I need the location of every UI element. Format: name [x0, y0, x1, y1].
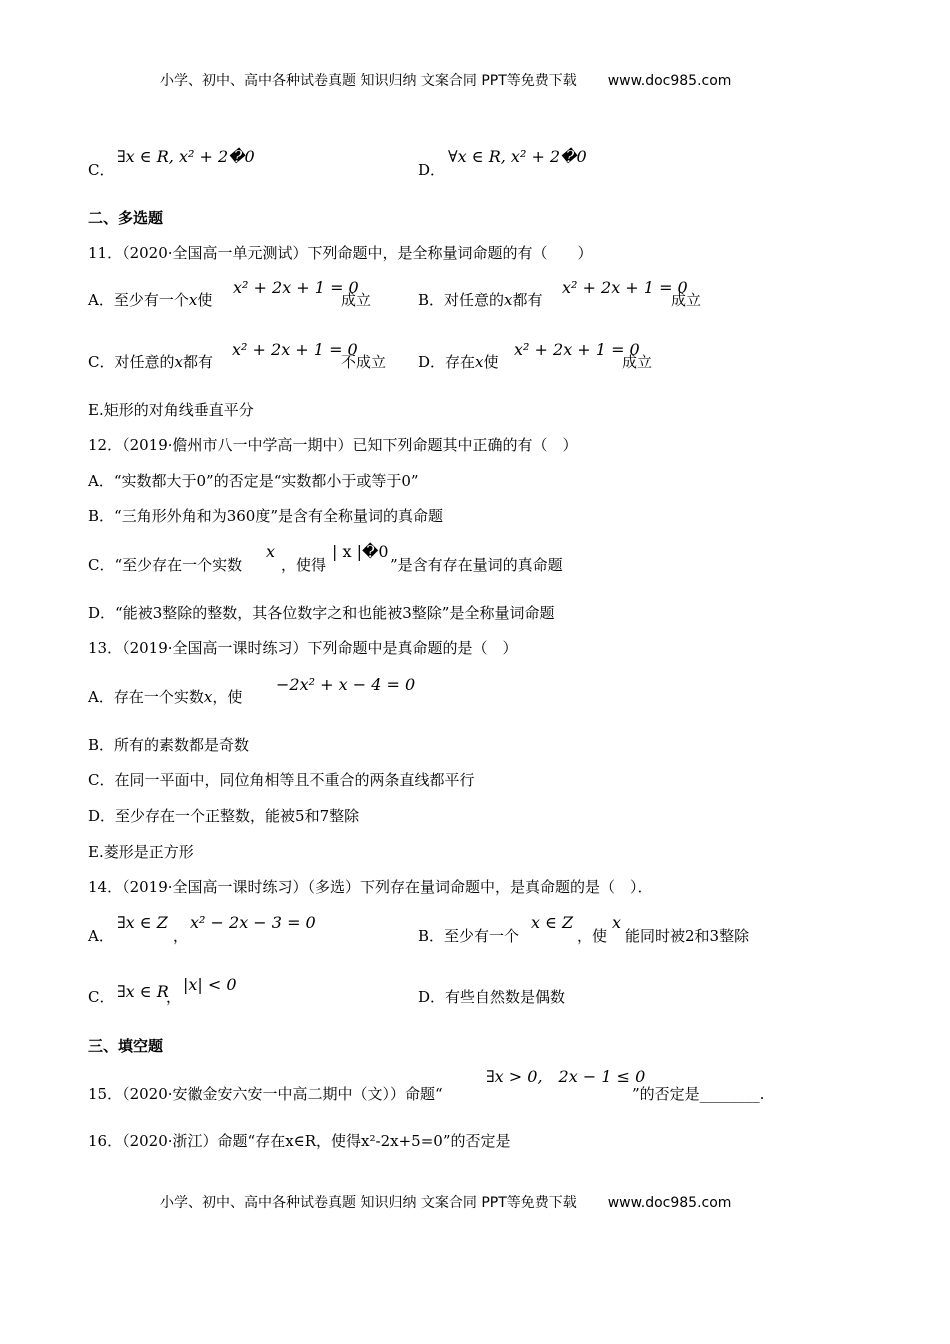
q12-stem: 12．（2019·儋州市八一中学高一期中）已知下列命题其中正确的有（ ）	[88, 436, 578, 454]
q11-d-post: 成立	[622, 353, 653, 371]
q12-c-post: ”是含有存在量词的真命题	[390, 556, 563, 574]
q11-a-mid: 使	[197, 291, 213, 309]
q13-a-math: −2x² + x − 4 = 0	[276, 675, 416, 694]
q11-a-pre: 至少有一个	[113, 291, 189, 309]
q11-c-var: x	[174, 353, 183, 371]
q11-option-b	[418, 291, 543, 309]
q14-c-math1: ∃x ∈ R	[117, 982, 169, 1001]
q14-option-b	[418, 927, 519, 945]
q13-a-pre: 存在一个实数	[113, 688, 204, 706]
q14-b-var: x	[612, 913, 622, 932]
q11-c-post: 不成立	[341, 353, 387, 371]
q14-stem: 14．（2019·全国高一课时练习）（多选）下列存在量词命题中，是真命题的是（ ）．	[88, 878, 653, 896]
q11-option-c	[88, 353, 213, 371]
q13-a-mid: ，使	[212, 688, 243, 706]
q11-option-d	[418, 353, 499, 371]
q12-option-b: B．“三角形外角和为360度”是含有全称量词的真命题	[88, 507, 443, 525]
q12-c-pre: “至少存在一个实数	[114, 556, 243, 574]
q12-option-c	[88, 556, 242, 574]
q15-pre: 15．（2020·安徽金安六安一中高二期中（文））命题“	[88, 1085, 443, 1103]
q13-option-b: B．所有的素数都是奇数	[88, 736, 250, 754]
q14-b-math: x ∈ Z	[531, 913, 574, 932]
q14-option-d: D．有些自然数是偶数	[418, 988, 566, 1006]
q11-b-mid: 都有	[512, 291, 543, 309]
q14-b-post: 能同时被2和3整除	[625, 927, 750, 945]
q11-b-var: x	[504, 291, 513, 309]
q11-a-math: x² + 2x + 1 = 0	[233, 278, 359, 297]
section-title-multiple-choice: 二、多选题	[88, 209, 164, 227]
q11-b-math: x² + 2x + 1 = 0	[562, 278, 688, 297]
q12-c-mid: ，使得	[281, 556, 327, 574]
q13-stem: 13．（2019·全国高一课时练习）下列命题中是真命题的是（ ）	[88, 639, 518, 657]
q11-b-post: 成立	[671, 291, 702, 309]
q14-c-label: C．	[88, 988, 115, 1006]
q10-option-d-label: D．	[418, 161, 446, 179]
q14-c-math2: |x| < 0	[183, 975, 237, 994]
q11-c-mid: 都有	[182, 353, 213, 371]
page-header	[160, 70, 731, 90]
q14-b-mid: ，使	[577, 927, 608, 945]
q11-option-e: E.矩形的对角线垂直平分	[88, 401, 254, 419]
q13-option-d: D．至少存在一个正整数，能被5和7整除	[88, 807, 360, 825]
q11-d-pre: 存在	[445, 353, 476, 371]
q13-option-a	[88, 688, 242, 706]
q10-option-d-math: ∀x ∈ R, x² + 2�0	[448, 147, 587, 166]
header-text: 小学、初中、高中各种试卷真题 知识归纳 文案合同 PPT等免费下载	[160, 73, 577, 89]
q11-c-pre: 对任意的	[114, 353, 175, 371]
q11-a-post: 成立	[341, 291, 372, 309]
q14-a-math1: ∃x ∈ Z	[117, 913, 168, 932]
q14-c-sep: ，	[166, 988, 182, 1006]
q14-a-math2: x² − 2x − 3 = 0	[190, 913, 316, 932]
q14-a-label: A．	[88, 927, 114, 945]
q11-d-var: x	[475, 353, 484, 371]
q14-b-pre: 至少有一个	[444, 927, 520, 945]
q12-c-label: C．	[88, 556, 115, 574]
q12-option-a: A．“实数都大于0”的否定是“实数都小于或等于0”	[88, 472, 419, 490]
q15-math: ∃x > 0, 2x − 1 ≤ 0	[486, 1067, 646, 1086]
footer-url: www.doc985.com	[607, 1195, 732, 1211]
q10-option-c-math: ∃x ∈ R, x² + 2�0	[117, 147, 255, 166]
q13-option-c: C．在同一平面中，同位角相等且不重合的两条直线都平行	[88, 771, 475, 789]
section-title-fill-in: 三、填空题	[88, 1037, 164, 1055]
q13-a-var: x	[203, 688, 213, 706]
q12-c-math: | x |�0	[332, 542, 389, 561]
q12-c-var: x	[266, 542, 276, 561]
q11-d-label: D．	[418, 353, 446, 371]
footer-text: 小学、初中、高中各种试卷真题 知识归纳 文案合同 PPT等免费下载	[160, 1195, 577, 1211]
q10-option-c-label: C．	[88, 161, 115, 179]
q11-d-mid: 使	[483, 353, 499, 371]
q14-b-label: B．	[418, 927, 445, 945]
q11-d-math: x² + 2x + 1 = 0	[514, 340, 640, 359]
q11-b-label: B．	[418, 291, 445, 309]
page-footer	[160, 1192, 731, 1212]
q11-a-label: A．	[88, 291, 114, 309]
q11-stem: 11．（2020·全国高一单元测试）下列命题中，是全称量词命题的有（ ）	[88, 244, 593, 262]
q13-a-label: A．	[88, 688, 114, 706]
q11-c-label: C．	[88, 353, 115, 371]
q14-a-sep: ，	[173, 927, 189, 945]
q11-a-var: x	[188, 291, 198, 309]
q11-b-pre: 对任意的	[444, 291, 505, 309]
q12-option-d: D．“能被3整除的整数，其各位数字之和也能被3整除”是全称量词命题	[88, 604, 555, 622]
header-url: www.doc985.com	[607, 73, 732, 89]
q15-post: ”的否定是________.	[632, 1085, 765, 1103]
q13-option-e: E.菱形是正方形	[88, 843, 194, 861]
q11-option-a	[88, 291, 212, 309]
q16-text: 16．（2020·浙江）命题“存在x∈R，使得x²-2x+5=0”的否定是	[88, 1132, 511, 1150]
q11-c-math: x² + 2x + 1 = 0	[232, 340, 358, 359]
